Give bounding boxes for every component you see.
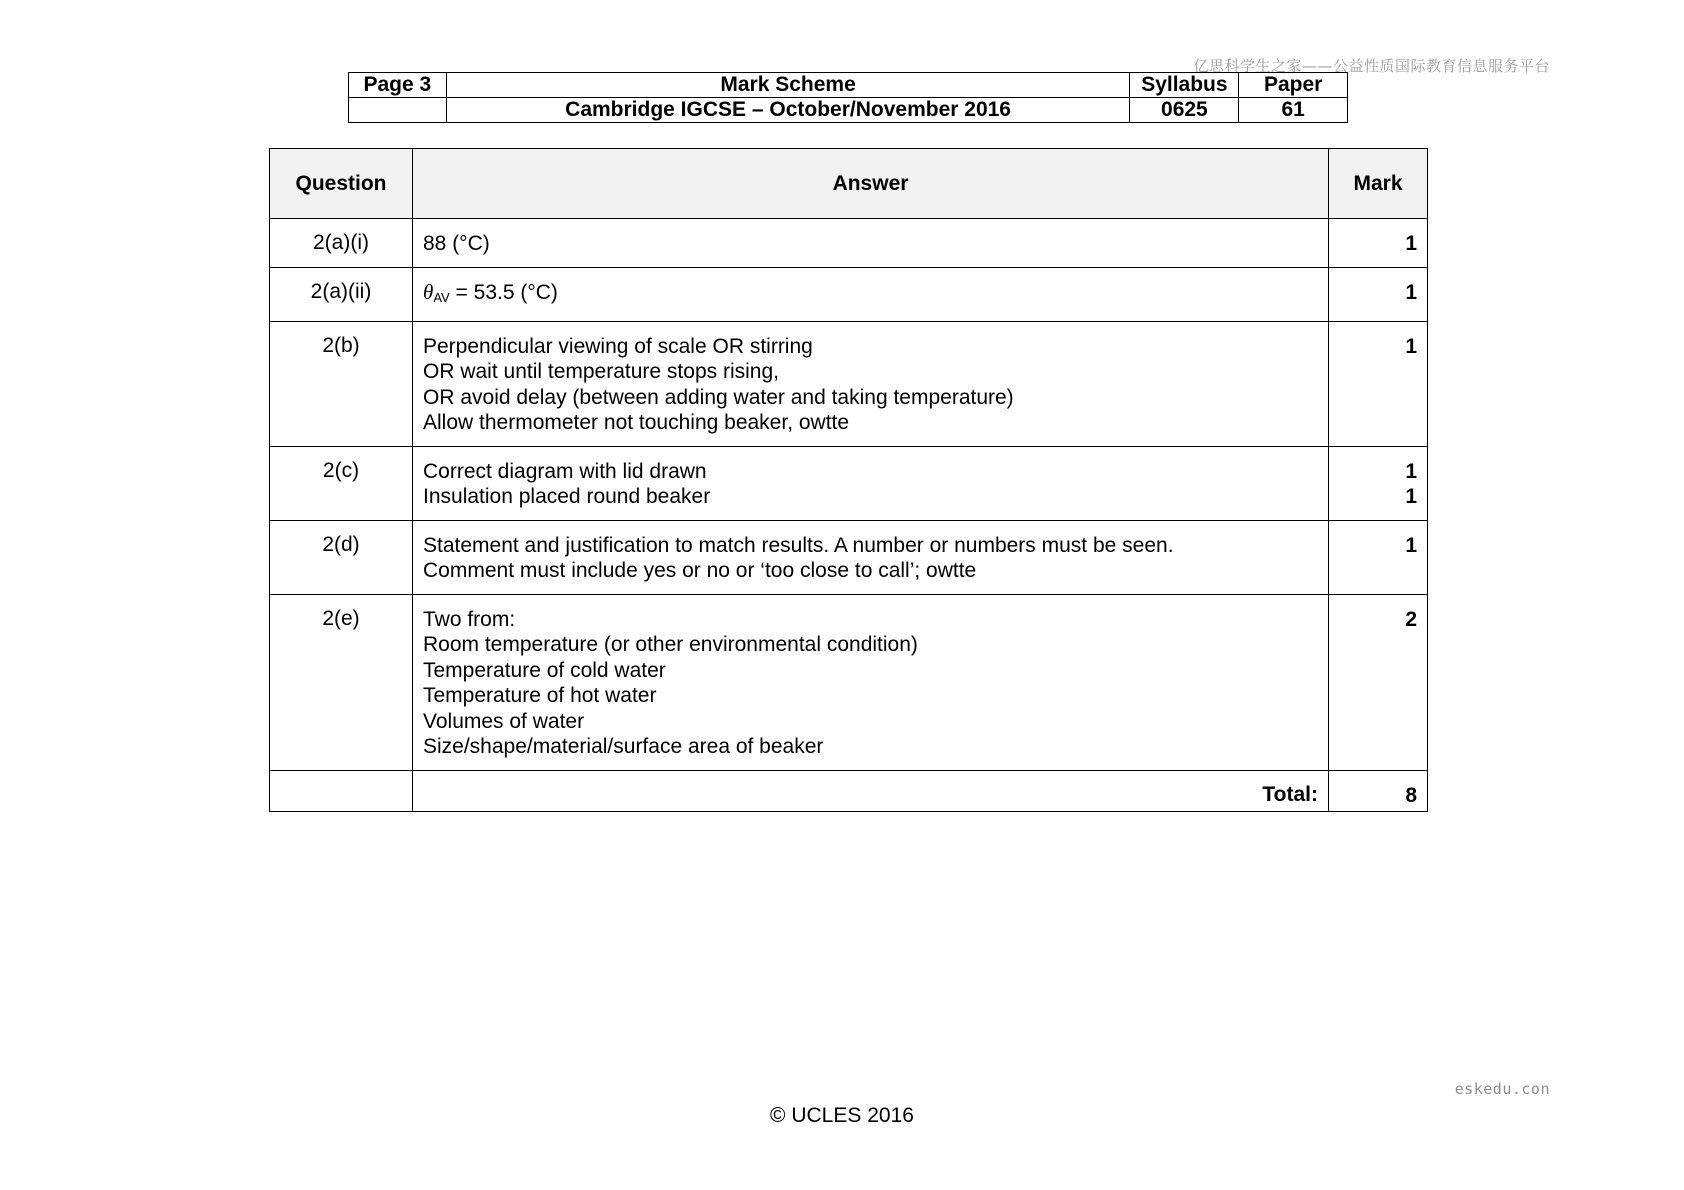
answer-column-header: Answer [413, 149, 1329, 219]
theta-value: = 53.5 (°C) [449, 281, 558, 304]
answer-line: Statement and justification to match results. A number or numbers must be seen. [423, 533, 1174, 557]
table-row [270, 268, 1428, 322]
answer-line: Allow thermometer not touching beaker, owtte [423, 411, 850, 434]
mark-cell [1329, 594, 1428, 770]
mark-value: 1 [1405, 459, 1417, 483]
mark-value: 1 [1405, 232, 1417, 255]
mark-column-header: Mark [1329, 149, 1428, 219]
answer-cell [413, 594, 1329, 770]
table-row [270, 219, 1428, 268]
answer-line: Correct diagram with lid drawn [423, 459, 707, 483]
answer-line: Two from: [423, 607, 516, 631]
answer-line [423, 280, 1318, 311]
answer-line: 88 (°C) [423, 232, 490, 255]
blank-cell [349, 98, 447, 123]
question-number: 2(a)(i) [270, 219, 413, 268]
question-number: 2(c) [270, 446, 413, 520]
theta-symbol: θ [423, 280, 434, 304]
syllabus-label: Syllabus [1130, 73, 1239, 98]
mark-value: 1 [1405, 485, 1417, 508]
mark-cell [1329, 321, 1428, 446]
watermark-top: 亿思科学生之家——公益性质国际教育信息服务平台 [1193, 57, 1550, 75]
question-column-header: Question [270, 149, 413, 219]
copyright-footer: © UCLES 2016 [770, 1104, 914, 1127]
answer-cell [413, 520, 1329, 594]
question-number: 2(b) [270, 321, 413, 446]
mark-cell [1329, 268, 1428, 322]
total-label: Total: [413, 770, 1329, 811]
answer-line: Perpendicular viewing of scale OR stirring [423, 334, 813, 358]
paper-number: 61 [1239, 98, 1348, 123]
paper-label: Paper [1239, 73, 1348, 98]
answer-line: Temperature of hot water [423, 684, 657, 707]
answer-line: Temperature of cold water [423, 658, 666, 682]
answer-cell [413, 268, 1329, 322]
table-row [270, 321, 1428, 446]
blank-cell [270, 770, 413, 811]
answer-line: Insulation placed round beaker [423, 485, 711, 508]
mark-cell [1329, 219, 1428, 268]
answer-line: OR avoid delay (between adding water and taking temperature) [423, 385, 1014, 409]
mark-scheme-table [269, 148, 1428, 812]
watermark-bottom: eskedu.con [1454, 1080, 1550, 1098]
answer-line: Comment must include yes or no or ‘too close to call’; owtte [423, 559, 977, 582]
answer-line: Room temperature (or other environmental condition) [423, 633, 918, 656]
mark-cell [1329, 446, 1428, 520]
table-row [270, 520, 1428, 594]
mark-value: 1 [1405, 281, 1417, 304]
question-number: 2(d) [270, 520, 413, 594]
question-number: 2(e) [270, 594, 413, 770]
mark-value: 1 [1405, 533, 1417, 557]
table-row [270, 446, 1428, 520]
answer-line: Size/shape/material/surface area of beaker [423, 735, 824, 758]
total-row [270, 770, 1428, 811]
page-header-table [348, 72, 1348, 123]
document-subtitle: Cambridge IGCSE – October/November 2016 [446, 98, 1130, 123]
mark-cell [1329, 520, 1428, 594]
answer-cell [413, 446, 1329, 520]
answer-line: OR wait until temperature stops rising, [423, 360, 779, 383]
mark-value: 2 [1405, 607, 1417, 631]
theta-subscript: AV [433, 290, 450, 305]
table-header-row [270, 149, 1428, 219]
syllabus-code: 0625 [1130, 98, 1239, 123]
question-number: 2(a)(ii) [270, 268, 413, 322]
answer-line: Volumes of water [423, 709, 585, 733]
total-value: 8 [1329, 770, 1428, 811]
document-title: Mark Scheme [446, 73, 1130, 98]
table-row [270, 594, 1428, 770]
mark-value: 1 [1405, 334, 1417, 358]
answer-cell [413, 219, 1329, 268]
answer-cell [413, 321, 1329, 446]
page-number: Page 3 [349, 73, 447, 98]
